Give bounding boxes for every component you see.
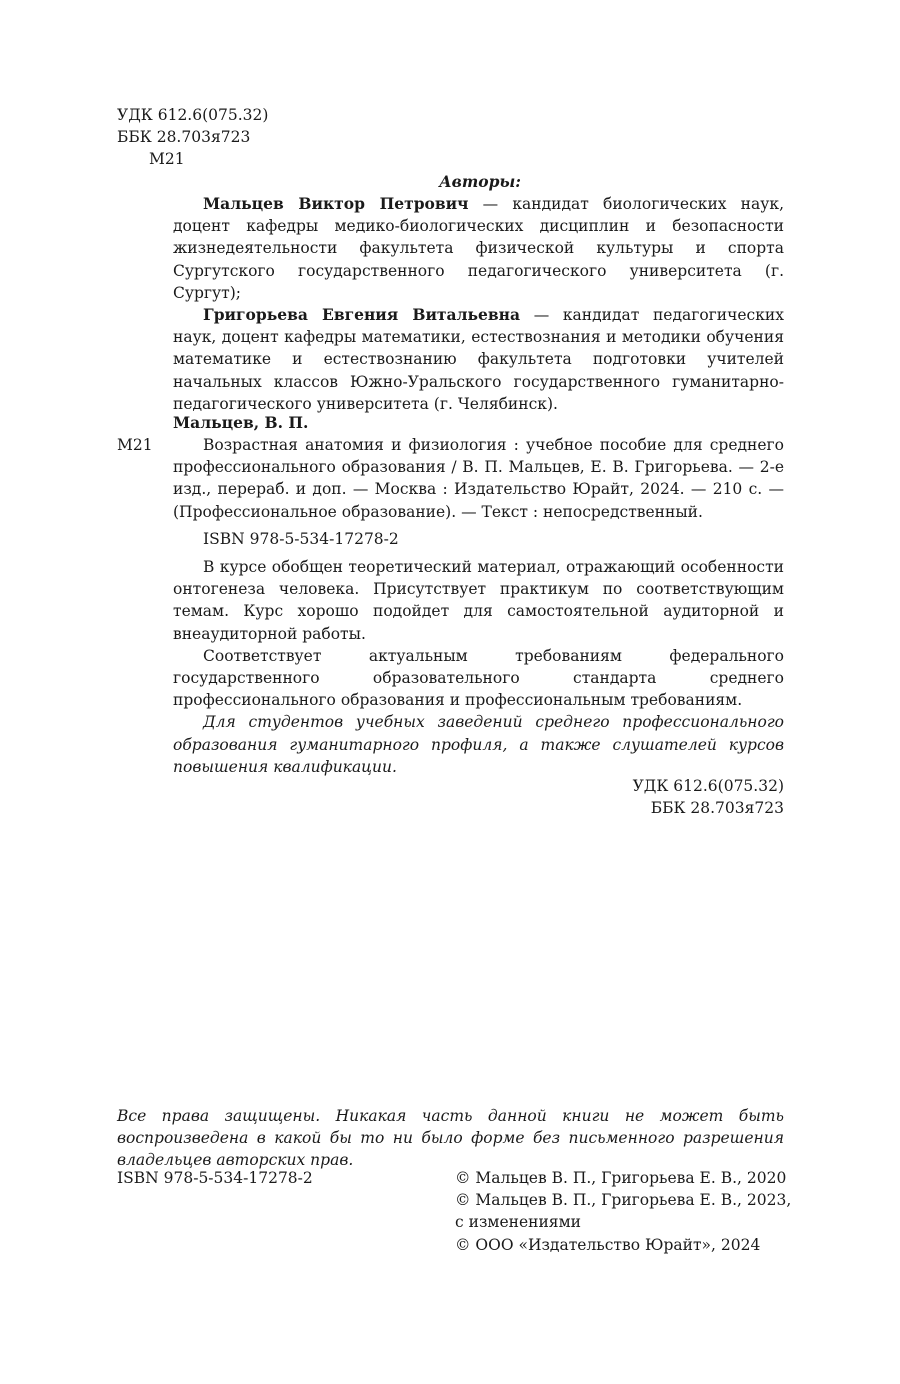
isbn-footer: ISBN 978-5-534-17278-2 — [117, 1169, 313, 1187]
author-description: — кандидат педагогических наук, доцент кафедры математики, естествознания и методики обучения математике и естествознанию факультета подготовки учителей начальных классов Южно-Уральского государственного гуманитарно-педагогического университета (г. Челябинск). — [173, 306, 784, 413]
bibliographic-mark: М21 — [117, 436, 153, 454]
bbk-code: ББК 28.703я723 — [650, 799, 784, 818]
copyright-block — [455, 1167, 795, 1256]
annotation-paragraph: В курсе обобщен теоретический материал, отражающий особенности онтогенеза человека. Присутствует практикум по соответствующим темам. Курс хорошо подойдет для самостоятельной аудиторной и внеаудиторной работы. — [173, 558, 784, 643]
bibliographic-description: Возрастная анатомия и физиология : учебное пособие для среднего профессионального образования / В. П. Мальцев, Е. В. Григорьева. — 2-е изд., перераб. и доп. — Москва : Издательство Юрайт, 2024. — 210 с. — (Профессиональное образование). — Текст : непосредственный. — [173, 436, 784, 521]
author-entry — [173, 304, 784, 415]
annotation-paragraph: Соответствует актуальным требованиям федерального государственного образовательного стандарта среднего профессионального образования и профессиональным требованиям. — [173, 646, 784, 710]
bibliographic-isbn: ISBN 978-5-534-17278-2 — [203, 530, 399, 548]
annotation-audience: Для студентов учебных заведений среднего профессионального образования гуманитарного профиля, а также слушателей курсов повышения квалификации. — [173, 713, 784, 776]
authors-list — [173, 193, 784, 415]
author-name: Мальцев Виктор Петрович — [203, 194, 469, 213]
classification-codes — [117, 104, 367, 171]
udk-code: УДК 612.6(075.32) — [117, 106, 269, 124]
authors-heading: Авторы: — [439, 172, 521, 191]
rights-notice: Все права защищены. Никакая часть данной книги не может быть воспроизведена в какой бы то ни было форме без письменного разрешения владельцев авторских прав. — [117, 1107, 784, 1170]
copyright-line: © ООО «Издательство Юрайт», 2024 — [455, 1235, 761, 1254]
author-description: — кандидат биологических наук, доцент кафедры медико-биологических дисциплин и безопасности жизнедеятельности факультета физической культуры и спорта Сургутского государственного педагогического университета (г. Сургут); — [173, 195, 784, 302]
author-name: Григорьева Евгения Витальевна — [203, 305, 521, 325]
udk-code: УДК 612.6(075.32) — [632, 777, 784, 795]
annotation — [173, 556, 784, 778]
copyright-line: © Мальцев В. П., Григорьева Е. В., 2023, — [455, 1191, 792, 1210]
copyright-line: с изменениями — [455, 1213, 581, 1232]
author-entry — [173, 193, 784, 304]
author-mark: М21 — [149, 150, 185, 169]
bbk-code: ББК 28.703я723 — [117, 128, 251, 147]
classification-codes-right — [560, 775, 784, 819]
bibliographic-author: Мальцев, В. П. — [173, 413, 309, 432]
copyright-line: © Мальцев В. П., Григорьева Е. В., 2020 — [455, 1169, 787, 1187]
